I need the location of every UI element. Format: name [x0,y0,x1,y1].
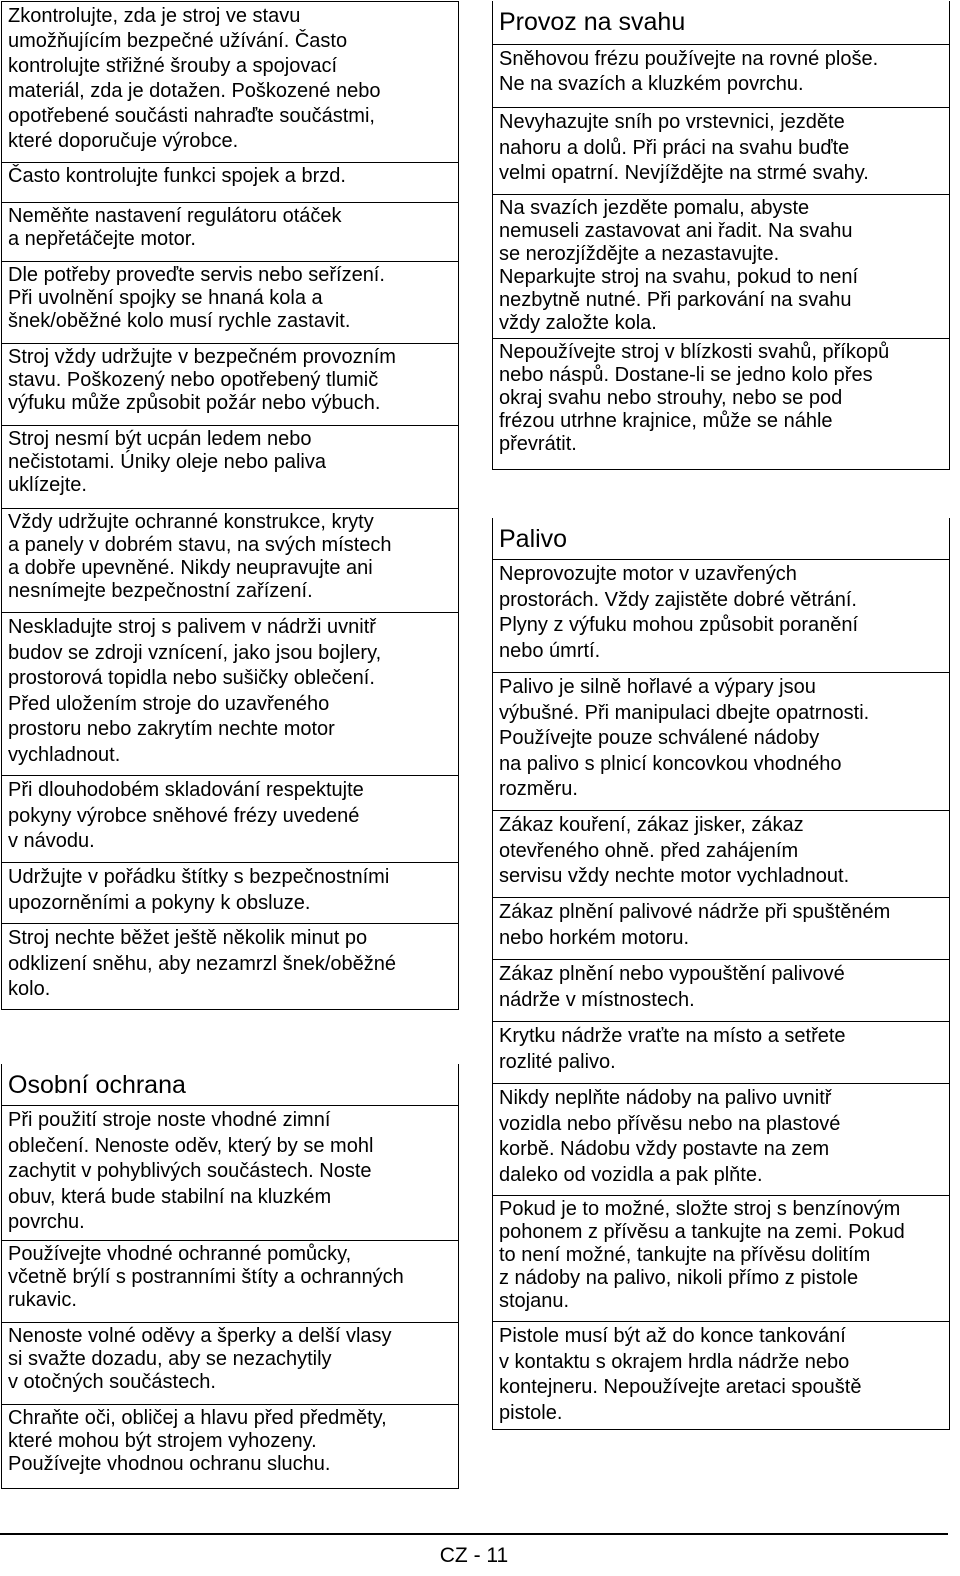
section-heading: Osobní ochrana [2,1064,458,1106]
fuel-section [492,518,950,1430]
maintenance-item: Zkontrolujte, zda je stroj ve stavu umožňujícím bezpečné užívání. Často kontrolujte střižné šrouby a spojovací materiál, zda je dotažen. Poškozené nebo opotřebené součásti nahraďte součástmi, které doporučuje výrobce. [8,5,381,152]
maintenance-item: Stroj nesmí být ucpán ledem nebo nečistotami. Úniky oleje nebo paliva uklízejte. [2,425,458,508]
fuel-item: Nikdy neplňte nádoby na palivo uvnitř vozidla nebo přívěsu nebo na plastové korbě. Nádobu vždy postavte na zem daleko od vozidla a pak plňte. [493,1083,949,1195]
slope-operation-section [492,1,950,470]
maintenance-item: Při dlouhodobém skladování respektujte pokyny výrobce sněhové frézy uvedené v návodu. [2,775,458,862]
maintenance-section [1,1,459,1010]
protection-item: Chraňte oči, obličej a hlavu před předměty, které mohou být strojem vyhozeny. Používejte vhodnou ochranu sluchu. [2,1404,458,1488]
maintenance-item: Neměňte nastavení regulátoru otáček a nepřetáčejte motor. [2,202,458,261]
slope-item: Nepoužívejte stroj v blízkosti svahů, příkopů nebo náspů. Dostane-li se jedno kolo přes okraj svahu nebo strouhy, nebo se pod frézou utrhne krajnice, může se náhle převrátit. [493,338,949,469]
protection-item: Nenoste volné oděvy a šperky a delší vlasy si svažte dozadu, aby se nezachytily v otočných součástech. [2,1322,458,1404]
section-heading: Palivo [493,518,949,560]
fuel-item: Neprovozujte motor v uzavřených prostorách. Vždy zajistěte dobré větrání. Plyny z výfuku mohou způsobit poranění nebo úmrtí. [499,563,859,662]
fuel-item: Pistole musí být až do konce tankování v kontaktu s okrajem hrdla nádrže nebo kontejneru. Nepoužívejte aretaci spouště pistole. [493,1321,949,1429]
page-number: CZ - 11 [439,1544,509,1567]
fuel-item: Zákaz plnění nebo vypouštění palivové nádrže v místnostech. [493,959,949,1021]
maintenance-item: Stroj vždy udržujte v bezpečném provozním stavu. Poškozený nebo opotřebený tlumič výfuku může způsobit požár nebo výbuch. [2,343,458,425]
slope-item: Na svazích jezděte pomalu, abyste nemuseli zastavovat ani řadit. Na svahu se nerozjíždějte a nezastavujte. Neparkujte stroj na svahu, pokud to není nezbytně nutné. Při parkování na svahu vždy založte kola. [493,194,949,338]
fuel-item: Krytku nádrže vraťte na místo a setřete rozlité palivo. [493,1021,949,1083]
maintenance-item: Stroj nechte běžet ještě několik minut po odklizení sněhu, aby nezamrzl šnek/oběžné kolo. [2,923,458,1009]
fuel-item: Palivo je silně hořlavé a výpary jsou výbušné. Při manipulaci dbejte opatrnosti. Používejte pouze schválené nádoby na palivo s plnicí koncovkou vhodného rozměru. [493,672,949,810]
maintenance-item: Často kontrolujte funkci spojek a brzd. [2,162,458,202]
section-heading: Provoz na svahu [493,1,949,45]
maintenance-item: Neskladujte stroj s palivem v nádrži uvnitř budov se zdroji vznícení, jako jsou bojlery, prostorová topidla nebo sušičky oblečení. Před uložením stroje do uzavřeného prostoru nebo zakrytím nechte motor vychladnout. [2,612,458,775]
footer-rule [0,1533,948,1535]
personal-protection-section [1,1064,459,1489]
protection-item: Používejte vhodné ochranné pomůcky, včetně brýlí s postranními štíty a ochranných rukavic. [2,1240,458,1322]
slope-item: Sněhovou frézu používejte na rovné ploše. Ne na svazích a kluzkém povrchu. [499,48,879,95]
slope-item: Nevyhazujte sníh po vrstevnici, jezděte nahoru a dolů. Při práci na svahu buďte velmi opatrní. Nevjíždějte na strmé svahy. [493,107,949,194]
fuel-item: Pokud je to možné, složte stroj s benzínovým pohonem z přívěsu a tankujte na zemi. Pokud to není možné, tankujte na přívěsu dolitím z nádoby na palivo, nikoli přímo z pistole stojanu. [493,1195,949,1321]
maintenance-item: Udržujte v pořádku štítky s bezpečnostními upozorněními a pokyny k obsluze. [2,862,458,923]
maintenance-item: Vždy udržujte ochranné konstrukce, kryty a panely v dobrém stavu, na svých místech a dobře upevněné. Nikdy neupravujte ani nesnímejte bezpečnostní zařízení. [2,508,458,612]
maintenance-item: Dle potřeby proveďte servis nebo seřízení. Při uvolnění spojky se hnaná kola a šnek/oběžné kolo musí rychle zastavit. [2,261,458,343]
protection-item: Při použití stroje noste vhodné zimní oblečení. Nenoste oděv, který by se mohl zachytit v pohyblivých součástech. Noste obuv, která bude stabilní na kluzkém povrchu. [8,1109,374,1233]
fuel-item: Zákaz kouření, zákaz jisker, zákaz otevřeného ohně. před zahájením servisu vždy nechte motor vychladnout. [493,810,949,897]
fuel-item: Zákaz plnění palivové nádrže při spuštěném nebo horkém motoru. [493,897,949,959]
